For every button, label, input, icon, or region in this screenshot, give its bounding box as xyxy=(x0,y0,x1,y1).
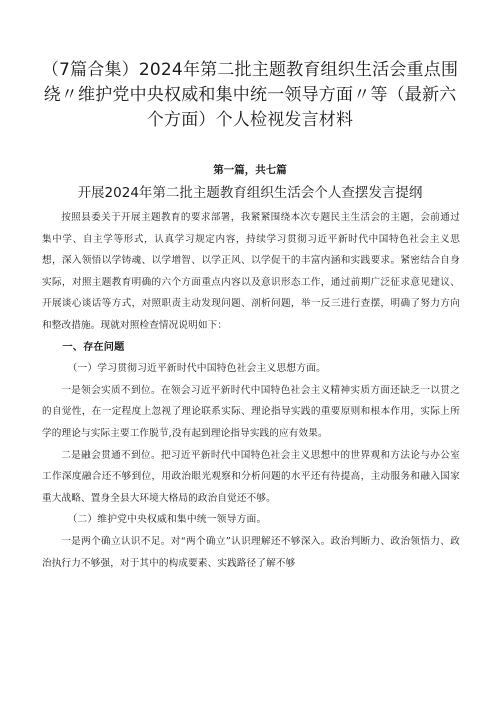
section-title: 开展2024年第二批主题教育组织生活会个人查摆发言提纲 xyxy=(77,185,423,201)
chapter-label: 第一篇，共七篇 xyxy=(213,164,287,176)
document-title: （7篇合集）2024年第二批主题教育组织生活会重点围绕〃维护党中央权威和集中统一领导方面〃等（最新六个方面）个人检视发言材料 xyxy=(41,60,459,130)
subheading-party-authority: （二）维护党中央权威和集中统一领导方面。 xyxy=(67,514,267,526)
paragraph-understanding: 一是领会实质不到位。在领会习近平新时代中国特色社会主义精神实质方面还缺乏一以贯之的自觉性，在一定程度上忽视了理论联系实际、理论指导实践的重要原则和根本作用，实际上所学的理论与实际主要工作脱节,没有起到理论指导实践的应有效果。 xyxy=(42,384,460,439)
heading-existing-problems: 一、存在问题 xyxy=(62,341,125,353)
paragraph-two-establishments: 一是两个确立认识不足。对“两个确立”认识理解还不够深入。政治判断力、政治领悟力、政治执行力不够强，对于其中的构成要素、实践路径了解不够 xyxy=(42,535,460,569)
document-body xyxy=(42,207,460,574)
intro-paragraph: 按照县委关于开展主题教育的要求部署，我紧紧围绕本次专题民主生活会的主题，会前通过集中学、自主学等形式，认真学习规定内容，持续学习贯彻习近平新时代中国特色社会主义思想，深入领悟以学铸魂、以学增智、以学正风、以学促干的丰富内涵和实践要求。紧密结合自身实际，对照主题教育明确的六个方面重点内容以及意识形态工作，通过前期广泛征求意见建议、开展谈心谈话等方式，对照职责主动发现问题、剖析问题，举一反三进行查摆，明确了努力方向和整改措施。现就对照检查情况说明如下： xyxy=(42,212,460,331)
paragraph-integration: 二是融会贯通不到位。把习近平新时代中国特色社会主义思想中的世界观和方法论与办公室工作深度融合还不够到位，用政治眼光观察和分析问题的水平还有待提高，主动服务和融入国家重大战略、置身全县大环境大格局的政治自觉还不够。 xyxy=(42,449,460,504)
subheading-study-thought: （一）学习贯彻习近平新时代中国特色社会主义思想方面。 xyxy=(67,363,327,375)
